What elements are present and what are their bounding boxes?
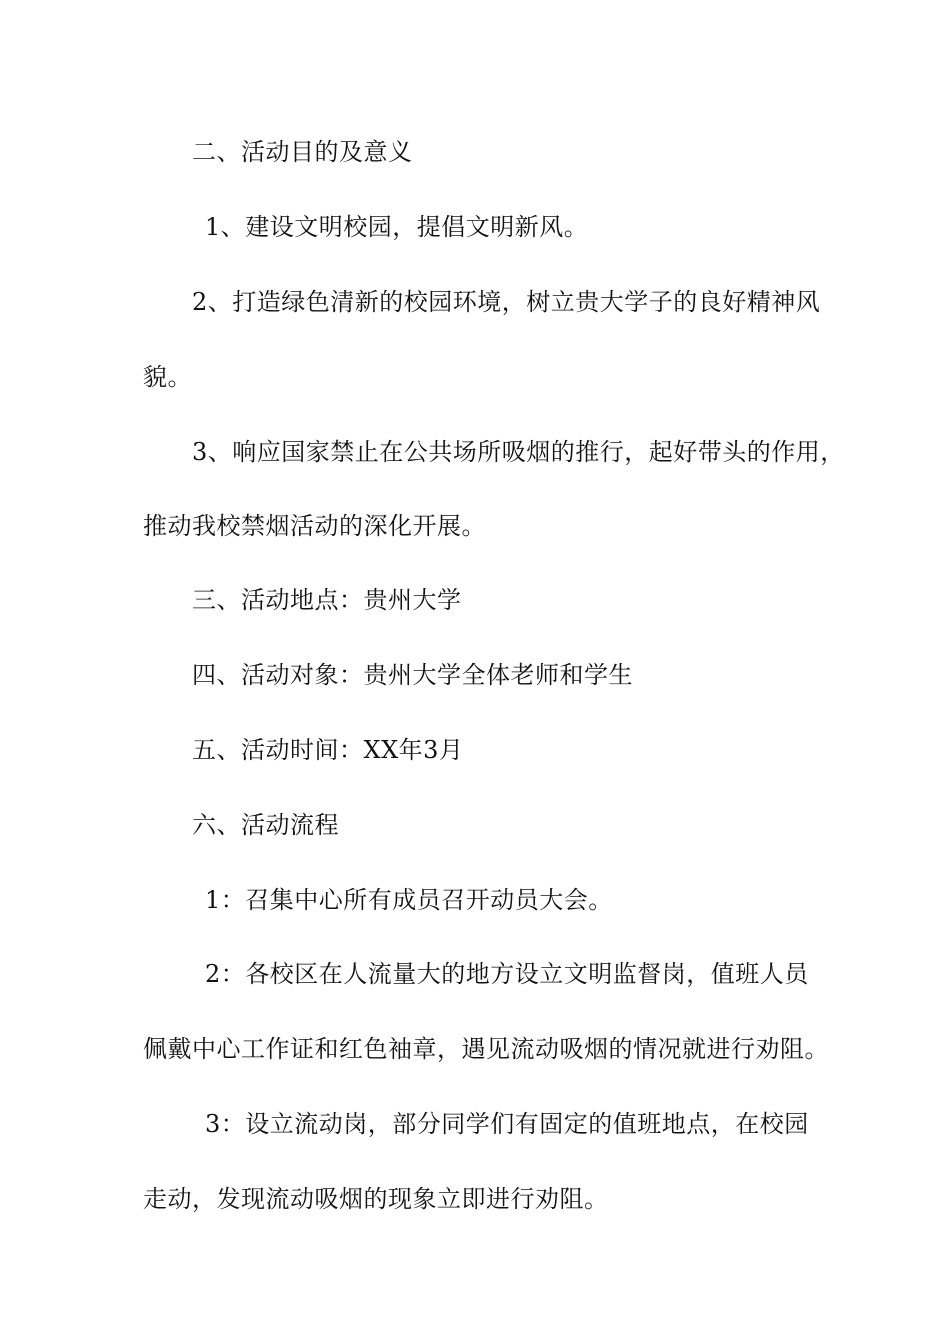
list-item-3-continued: 推动我校禁烟活动的深化开展。 (143, 512, 486, 540)
section-heading-3: 三、活动地点：贵州大学 (192, 586, 462, 614)
flow-item-1: 1：召集中心所有成员召开动员大会。 (205, 886, 613, 914)
list-item-3: 3、响应国家禁止在公共场所吸烟的推行，起好带头的作用， (192, 438, 845, 466)
list-item-1: 1、建设文明校园，提倡文明新风。 (205, 213, 589, 241)
section-heading-4: 四、活动对象：贵州大学全体老师和学生 (192, 661, 633, 689)
section-heading-5: 五、活动时间：XX年3月 (192, 736, 464, 764)
flow-item-2: 2：各校区在人流量大的地方设立文明监督岗，值班人员 (205, 960, 809, 988)
list-item-2: 2、打造绿色清新的校园环境，树立贵大学子的良好精神风 (192, 288, 821, 316)
flow-item-3-continued: 走动，发现流动吸烟的现象立即进行劝阻。 (143, 1185, 609, 1213)
flow-item-2-continued: 佩戴中心工作证和红色袖章，遇见流动吸烟的情况就进行劝阻。 (143, 1035, 829, 1063)
flow-item-3: 3：设立流动岗，部分同学们有固定的值班地点，在校园 (205, 1110, 809, 1138)
section-heading-2: 二、活动目的及意义 (192, 138, 413, 166)
section-heading-6: 六、活动流程 (192, 811, 339, 839)
list-item-2-continued: 貌。 (143, 363, 192, 391)
